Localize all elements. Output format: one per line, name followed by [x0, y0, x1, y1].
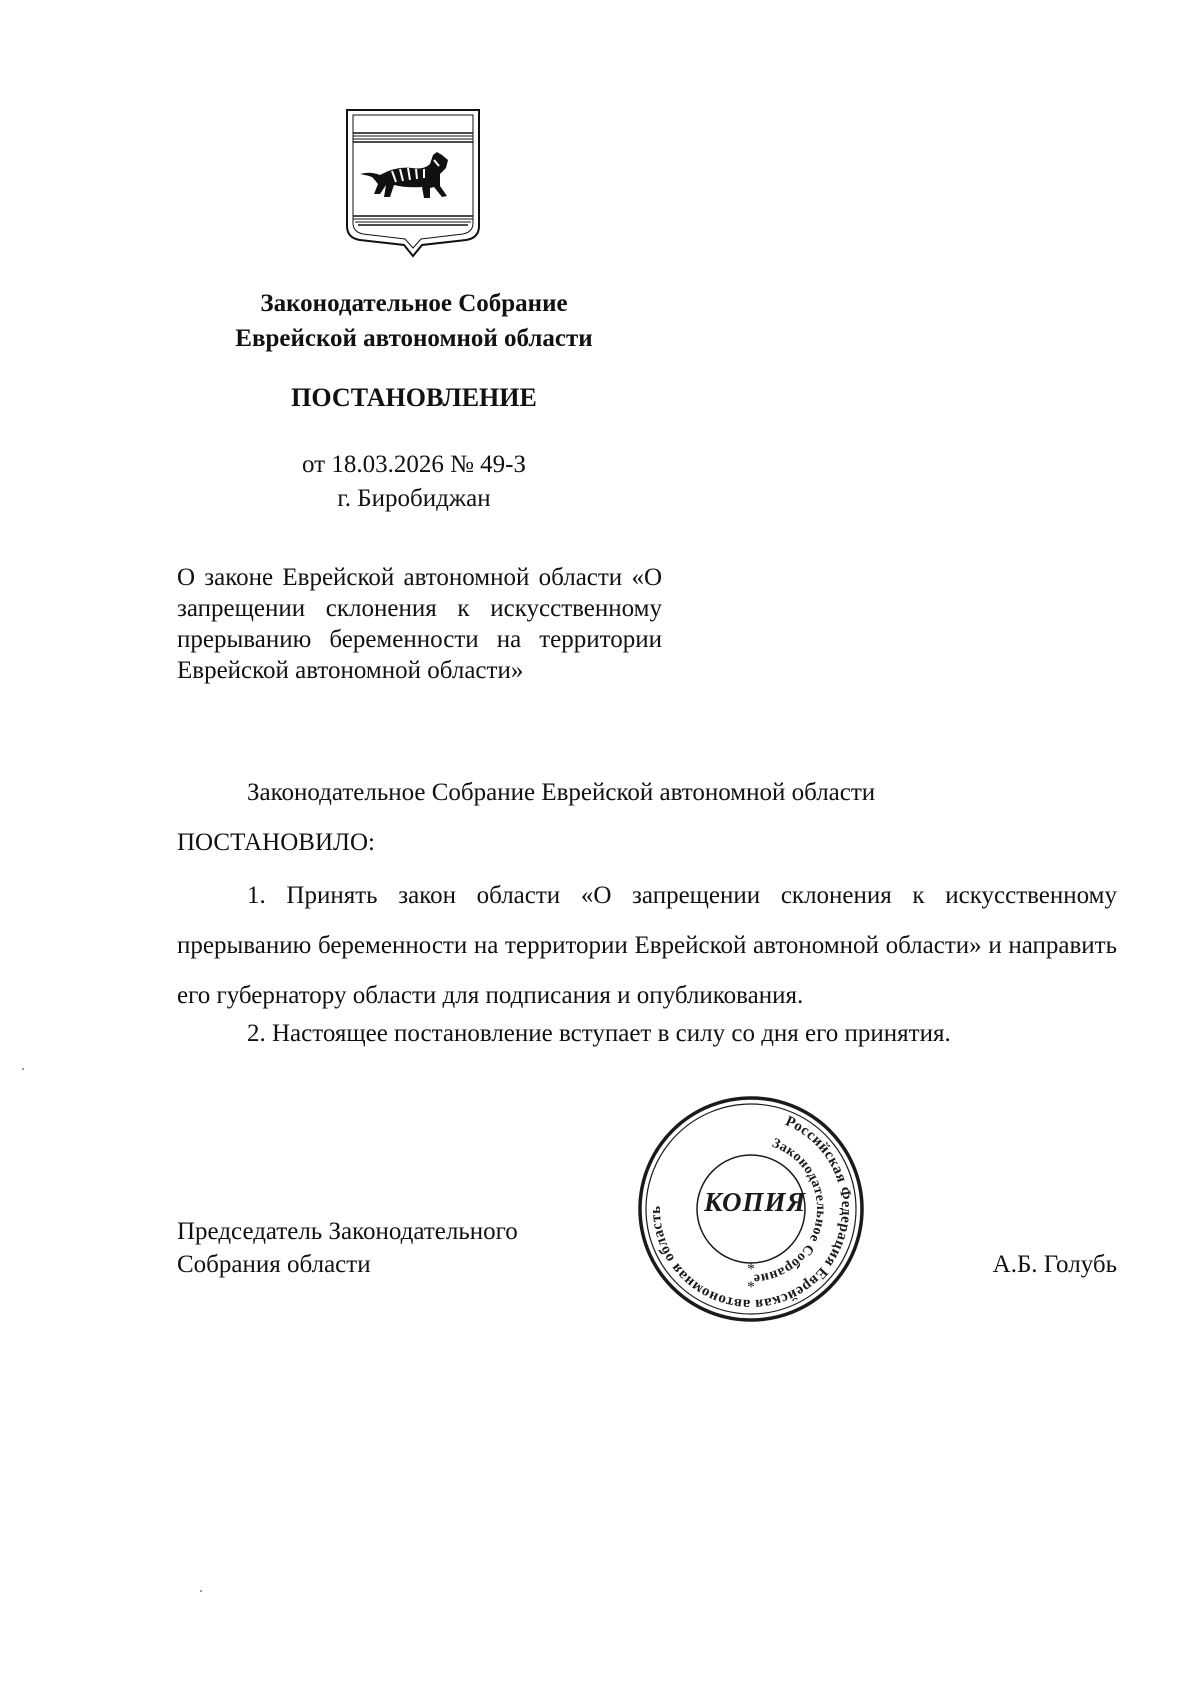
organization-name-line2: Еврейской автономной области [235, 325, 593, 352]
signer-title [177, 1215, 617, 1281]
scan-speck [22, 1068, 24, 1070]
body-item-1: 1. Принять закон области «О запрещении склонения к искусственному прерыванию беременности на территории Еврейской автономной области» и направить его губернатору области для подписания и опубликования. [177, 882, 1117, 1009]
body-resolved-heading: ПОСТАНОВИЛО: [177, 829, 375, 856]
document-date-number: от 18.03.2026 № 49-З [301, 451, 527, 478]
coat-of-arms-emblem [344, 108, 482, 258]
body-item-2: 2. Настоящее постановление вступает в силу со дня его принятия. [247, 1020, 951, 1047]
organization-name-line1: Законодательное Собрание [260, 290, 568, 317]
document-type-title: ПОСТАНОВЛЕНИЕ [291, 383, 537, 412]
seal-star-bottom: * [747, 1279, 755, 1296]
document-date-block [150, 448, 678, 516]
organization-name [150, 286, 678, 356]
seal-outer-text: Российская Федерация Еврейская автономная область [647, 1113, 855, 1313]
signer-title-line1: Председатель Законодательного [177, 1218, 518, 1245]
signer-title-line2: Собрания области [177, 1251, 371, 1278]
body-preamble: Законодательное Собрание Еврейской автономной области [247, 779, 876, 806]
tiger-icon [360, 152, 448, 198]
seal-copy-label: КОПИЯ [704, 1187, 807, 1217]
document-city: г. Биробиджан [337, 485, 491, 512]
document-subject: О законе Еврейской автономной области «О запрещении склонения к искусственному прерыванию беременности на территории Еврейской автономной области» [177, 564, 662, 684]
seal-inner-text: Законодательное Собрание [752, 1135, 829, 1287]
seal-star-top: * [747, 1261, 755, 1278]
signer-name: А.Б. Голубь [992, 1251, 1117, 1278]
scan-speck [200, 1590, 202, 1592]
